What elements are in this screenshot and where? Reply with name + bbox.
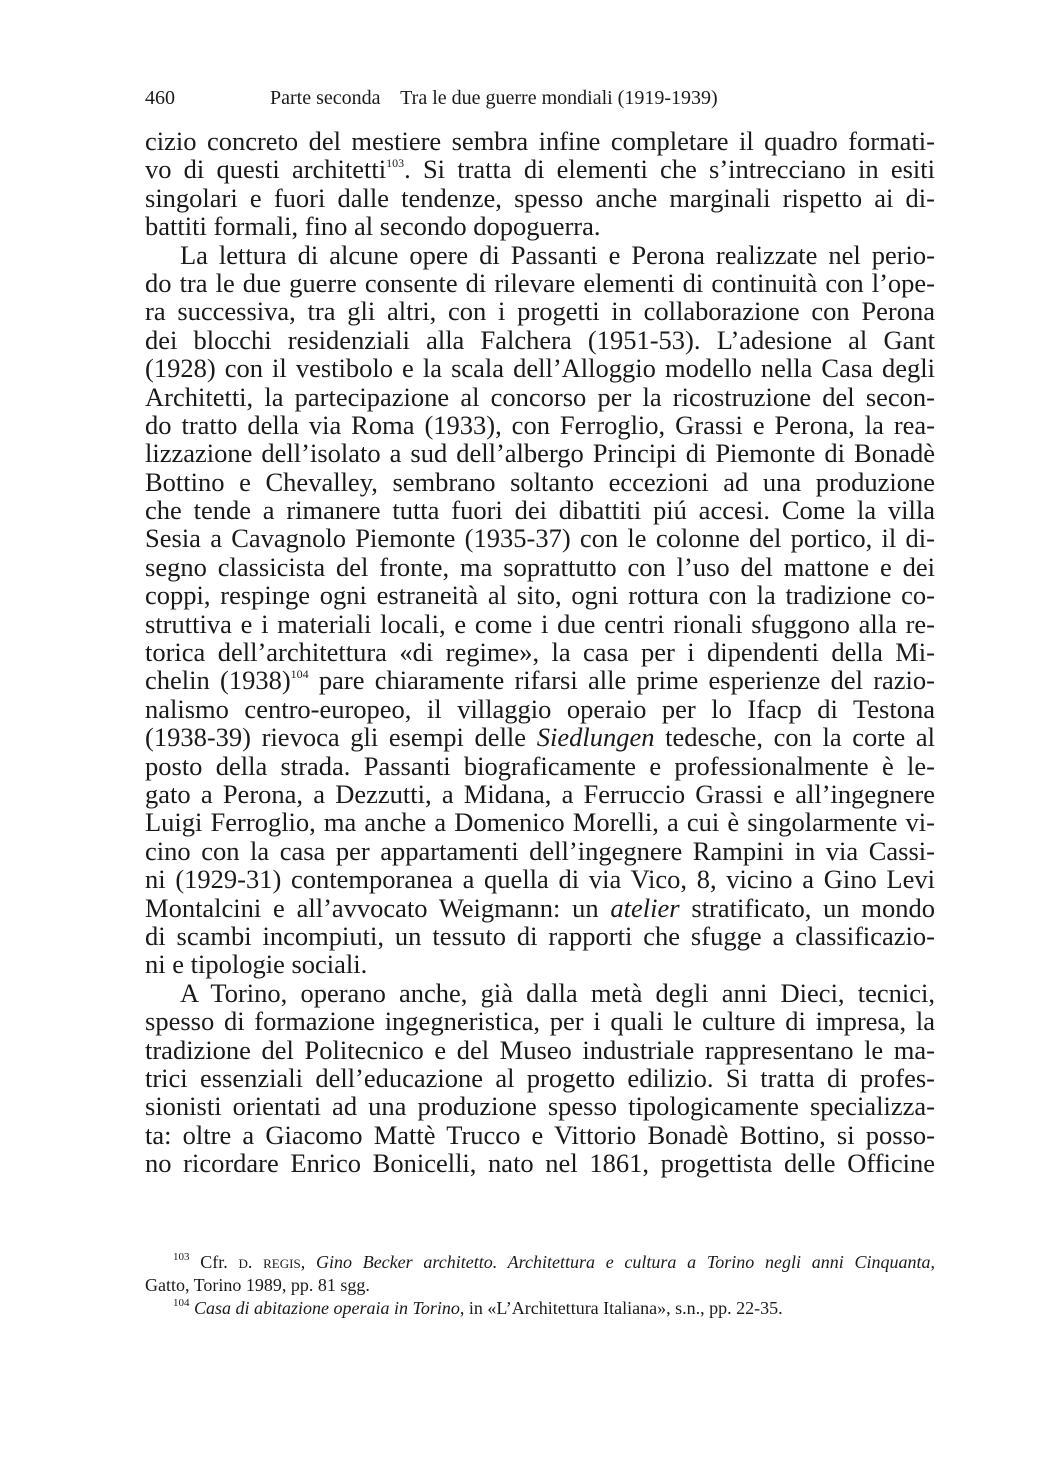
- running-title: Parte seconda Tra le due guerre mondiali (1919-1939): [270, 87, 718, 109]
- text-line: [145, 894, 935, 922]
- text-line: coppi, respinge ogni estraneità al sito, ogni rottura con la tradizione co-: [145, 580, 935, 611]
- text-line: singolari e fuori dalle tendenze, spesso anche marginali rispetto ai di-: [145, 182, 935, 213]
- text-span: pare chiaramente rifarsi alle prime esperienze del razio-: [308, 665, 935, 696]
- text-span: vo di questi architetti: [145, 154, 387, 185]
- text-line: nalismo centro-europeo, il villaggio operaio per lo Ifacp di Testona: [145, 693, 935, 724]
- text-line: torica dell’architettura «di regime», la casa per i dipendenti della Mi-: [145, 637, 935, 668]
- text-line: Luigi Ferroglio, ma anche a Domenico Morelli, a cui è singolarmente vi-: [145, 807, 935, 838]
- text-line: ni (1929-31) contemporanea a quella di via Vico, 8, vicino a Gino Levi: [145, 864, 935, 895]
- footnote-ref-104: 104: [290, 667, 309, 682]
- text-line: posto della strada. Passanti biograficamente e professionalmente è le-: [145, 750, 935, 781]
- text-line: cino con la casa per appartamenti dell’ingegnere Rampini in via Cassi-: [145, 835, 935, 866]
- text-line: gato a Perona, a Dezzutti, a Midana, a Ferruccio Grassi e all’ingegnere: [145, 778, 935, 809]
- text-line: (1928) con il vestibolo e la scala dell’Alloggio modello nella Casa degli: [145, 353, 935, 384]
- text-line: ni e tipologie sociali.: [145, 949, 368, 980]
- text-line: [145, 666, 935, 694]
- text-line: ra successiva, tra gli altri, con i progetti in collaborazione con Perona: [145, 296, 935, 327]
- text-span: Montalcini e all’avvocato Weigmann: un: [145, 892, 611, 923]
- footnote-ref-103: 103: [386, 156, 405, 171]
- text-line: do tra le due guerre consente di rilevare elementi di continuità con l’ope-: [145, 267, 935, 298]
- body-text: [145, 127, 935, 1177]
- footnote-title: Casa di abitazione operaia in Torino: [194, 1298, 460, 1318]
- footnote-number: 104: [173, 1297, 190, 1309]
- text-line: Sesia a Cavagnolo Piemonte (1935-37) con le colonne del portico, il di-: [145, 523, 935, 554]
- text-line: sionisti orientati ad una produzione spesso tipologicamente specializza-: [145, 1091, 935, 1122]
- footnote-number: 103: [173, 1251, 190, 1263]
- text-line: di scambi incompiuti, un tessuto di rapporti che sfugge a classificazio-: [145, 920, 935, 951]
- text-line: tradizione del Politecnico e del Museo industriale rappresentano le ma-: [145, 1034, 935, 1065]
- text-span: , in «L’Architettura Italiana», s.n., pp. 22-35.: [459, 1298, 783, 1318]
- text-line: trici essenziali dell’educazione al progetto edilizio. Si tratta di profes-: [145, 1062, 935, 1093]
- italic-term: Siedlungen: [536, 722, 655, 753]
- text-line: Bottino e Chevalley, sembrano soltanto eccezioni ad una produzione: [145, 466, 935, 497]
- text-line: [145, 723, 935, 751]
- text-line: [145, 155, 935, 183]
- text-span: stratificato, un mondo: [679, 892, 935, 923]
- text-line: che tende a rimanere tutta fuori dei dibattiti piú accesi. Come la villa: [145, 495, 935, 526]
- paragraph-start: La lettura di alcune opere di Passanti e Perona realizzate nel perio-: [180, 239, 935, 270]
- paragraph-start: A Torino, operano anche, già dalla metà degli anni Dieci, tecnici,: [180, 977, 935, 1008]
- footnote-103-continued: Gatto, Torino 1989, pp. 81 sgg.: [145, 1275, 370, 1295]
- text-span: . Si tratta di elementi che s’intrecciano in esiti: [404, 154, 935, 185]
- text-line: struttiva e i materiali locali, e come i due centri rionali sfuggono alla re-: [145, 608, 935, 639]
- text-line: segno classicista del fronte, ma soprattutto con l’uso del mattone e dei: [145, 551, 935, 582]
- text-line: Architetti, la partecipazione al concorso per la ricostruzione del secon-: [145, 381, 935, 412]
- text-line: lizzazione dell’isolato a sud dell’albergo Principi di Piemonte di Bonadè: [145, 438, 935, 469]
- text-line: cizio concreto del mestiere sembra infine completare il quadro formati-: [145, 126, 935, 156]
- footnote-title: Gino Becker architetto. Architettura e cultura a Torino negli anni Cinquanta: [315, 1252, 931, 1272]
- text-span: chelin (1938): [145, 665, 291, 696]
- text-span: Cfr.: [200, 1252, 239, 1272]
- text-span: tedesche, con la corte al: [654, 722, 935, 753]
- text-line: ta: oltre a Giacomo Mattè Trucco e Vittorio Bonadè Bottino, si posso-: [145, 1119, 935, 1150]
- footnote-104: [145, 1297, 935, 1320]
- italic-term: atelier: [610, 892, 680, 923]
- footnote-103: [145, 1251, 935, 1274]
- footnote-author: d. regis: [238, 1252, 301, 1272]
- text-span: ,: [300, 1252, 316, 1272]
- text-line: spesso di formazione ingegneristica, per i quali le culture di impresa, la: [145, 1006, 935, 1037]
- footnotes: [145, 1251, 935, 1320]
- text-span: (1938-39) rievoca gli esempi delle: [145, 722, 537, 753]
- text-line: do tratto della via Roma (1933), con Ferroglio, Grassi e Perona, la rea-: [145, 409, 935, 440]
- text-line: battiti formali, fino al secondo dopoguerra.: [145, 211, 601, 242]
- page-number: 460: [145, 87, 175, 109]
- text-line: dei blocchi residenziali alla Falchera (1951-53). L’adesione al Gant: [145, 324, 935, 355]
- text-line: no ricordare Enrico Bonicelli, nato nel 1861, progettista delle Officine: [145, 1148, 935, 1179]
- text-span: ,: [930, 1252, 936, 1272]
